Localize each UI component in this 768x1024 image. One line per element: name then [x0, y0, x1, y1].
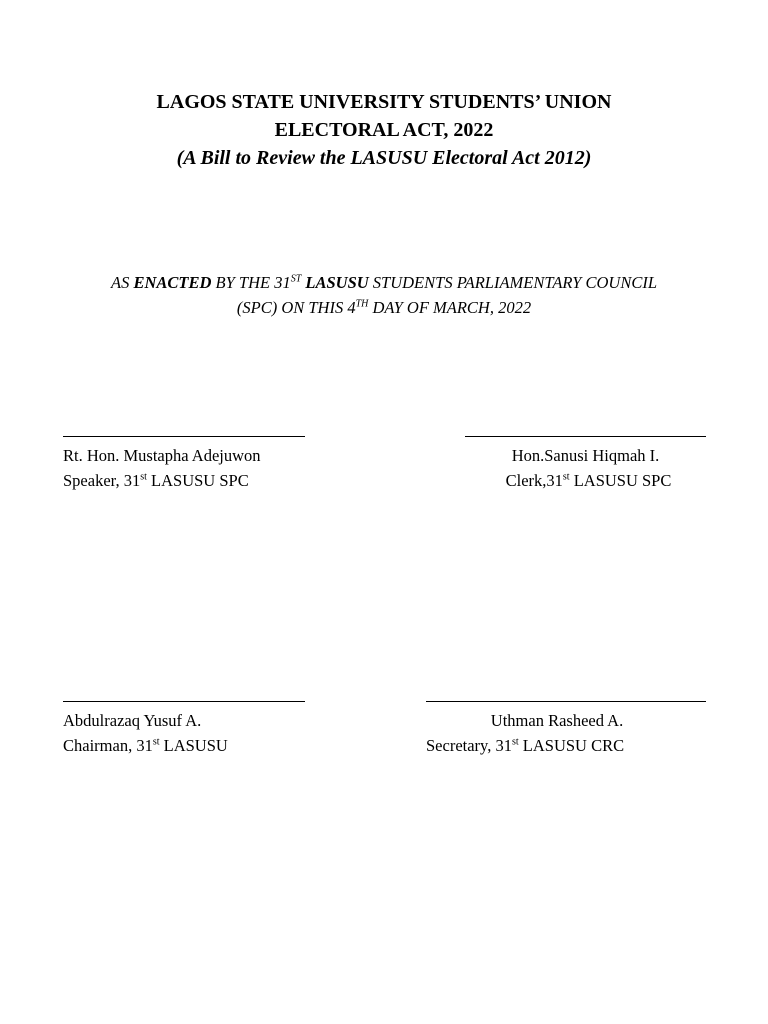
- signatory-name: Abdulrazaq Yusuf A.: [63, 711, 202, 730]
- signatory-name: Hon.Sanusi Hiqmah I.: [511, 446, 660, 465]
- signature-line: [426, 701, 706, 702]
- signatory-role: Clerk,31st LASUSU SPC: [505, 471, 672, 490]
- signature-block-chairman: [63, 701, 305, 758]
- title-line-2: ELECTORAL ACT, 2022: [274, 119, 494, 141]
- signature-line: [63, 701, 305, 702]
- enactment-statement: [0, 270, 768, 320]
- enactment-line-2: (SPC) ON THIS 4TH DAY OF MARCH, 2022: [236, 298, 532, 317]
- document-title: [0, 88, 768, 172]
- signatory-name: Uthman Rasheed A.: [490, 711, 624, 730]
- signatory-role: Speaker, 31st LASUSU SPC: [63, 471, 249, 490]
- enactment-line-1: AS ENACTED BY THE 31ST LASUSU STUDENTS PARLIAMENTARY COUNCIL: [110, 273, 658, 292]
- signature-line: [465, 436, 706, 437]
- signature-line: [63, 436, 305, 437]
- signatory-role: Chairman, 31st LASUSU: [63, 736, 228, 755]
- signatory-role: Secretary, 31st LASUSU CRC: [426, 736, 625, 755]
- signature-block-secretary: [426, 701, 706, 758]
- signature-block-clerk: [465, 436, 706, 493]
- signatory-name: Rt. Hon. Mustapha Adejuwon: [63, 446, 261, 465]
- title-line-1: LAGOS STATE UNIVERSITY STUDENTS’ UNION: [156, 91, 612, 113]
- title-subtitle: (A Bill to Review the LASUSU Electoral Act 2012): [176, 147, 592, 169]
- signature-block-speaker: [63, 436, 305, 493]
